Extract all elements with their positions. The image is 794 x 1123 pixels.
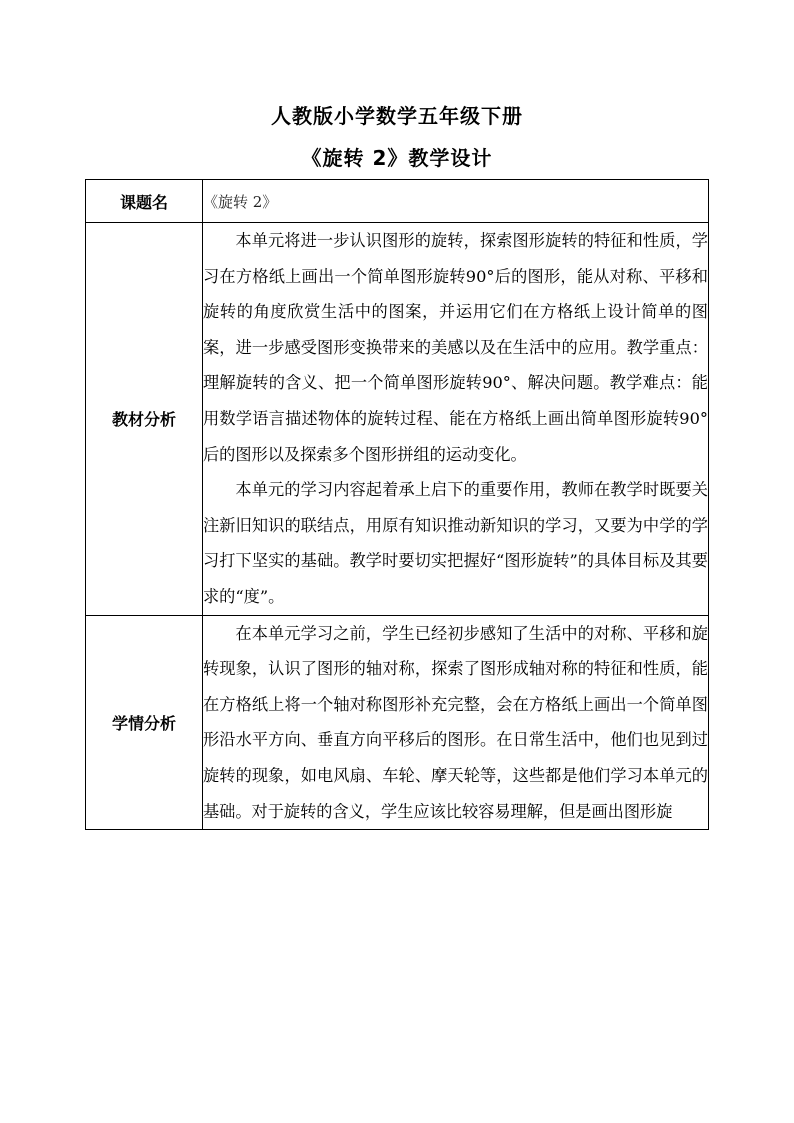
row-label-topic: 课题名 xyxy=(86,180,203,223)
table-row-student-analysis xyxy=(86,615,709,830)
row-content-topic xyxy=(203,180,709,223)
paragraph: 本单元将进一步认识图形的旋转，探索图形旋转的特征和性质，学习在方格纸上画出一个简单图形旋转90°后的图形，能从对称、平移和旋转的角度欣赏生活中的图案，并运用它们在方格纸上设计简单的图案，进一步感受图形变换带来的美感以及在生活中的应用。教学重点：理解旋转的含义、把一个简单图形旋转90°、解决问题。教学难点：能用数学语言描述物体的旋转过程、能在方格纸上画出简单图形旋转90°后的图形以及探索多个图形拼组的运动变化。 xyxy=(203,231,708,464)
lesson-plan-table xyxy=(85,179,709,830)
row-label-textbook-analysis: 教材分析 xyxy=(86,223,203,616)
table-row-topic xyxy=(86,180,709,223)
row-label-student-analysis: 学情分析 xyxy=(86,615,203,830)
document-subtitle: 《旋转 2》教学设计 xyxy=(301,146,493,170)
paragraph: 在本单元学习之前，学生已经初步感知了生活中的对称、平移和旋转现象，认识了图形的轴对称，探索了图形成轴对称的特征和性质，能在方格纸上将一个轴对称图形补充完整，会在方格纸上画出一个简单图形沿水平方向、垂直方向平移后的图形。在日常生活中，他们也见到过旋转的现象，如电风扇、车轮、摩天轮等，这些都是他们学习本单元的基础。对于旋转的含义，学生应该比较容易理解，但是画出图形旋 xyxy=(203,623,708,821)
topic-value: 《旋转 2》 xyxy=(203,192,278,211)
paragraph: 本单元的学习内容起着承上启下的重要作用，教师在教学时既要关注新旧知识的联结点，用原有知识推动新知识的学习，又要为中学的学习打下坚实的基础。教学时要切实把握好“图形旋转”的具体目标及其要求的“度”。 xyxy=(203,480,708,606)
row-content-textbook-analysis xyxy=(203,223,709,616)
row-content-student-analysis xyxy=(203,615,709,830)
document-title: 人教版小学数学五年级下册 xyxy=(271,104,523,128)
table-row-textbook-analysis xyxy=(86,223,709,616)
